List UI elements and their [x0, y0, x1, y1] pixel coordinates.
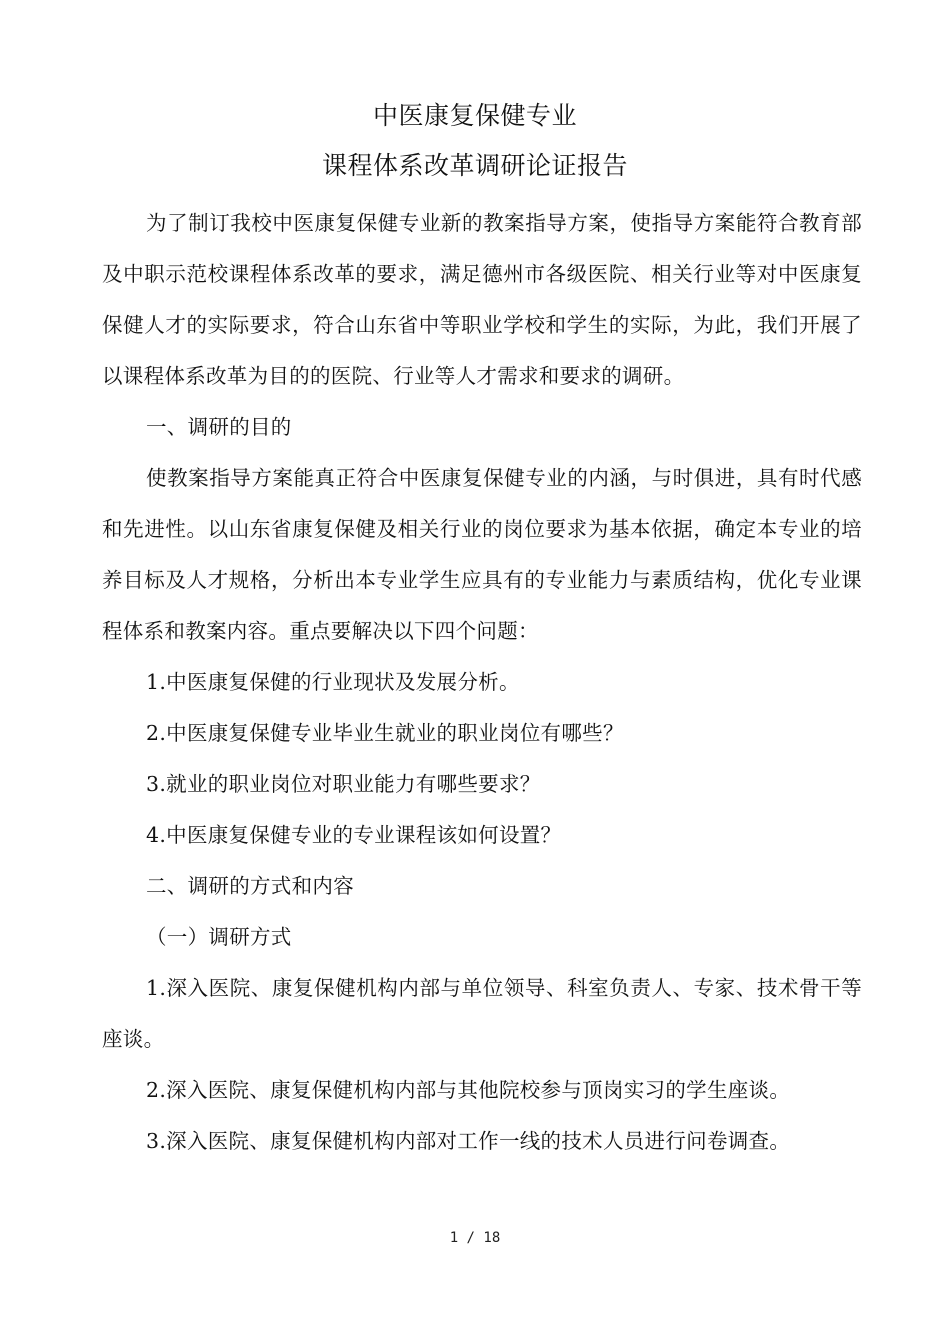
method-item-1: 1.深入医院、康复保健机构内部与单位领导、科室负责人、专家、技术骨干等座谈。 [102, 976, 862, 1051]
method-item-2: 2.深入医院、康复保健机构内部与其他院校参与顶岗实习的学生座谈。 [146, 1078, 791, 1102]
page-indicator: 1 / 18 [449, 1230, 501, 1246]
question-item-3: 3.就业的职业岗位对职业能力有哪些要求？ [146, 772, 541, 796]
purpose-paragraph: 使教案指导方案能真正符合中医康复保健专业的内涵，与时俱进，具有时代感和先进性。以山东省康复保健及相关行业的岗位要求为基本依据，确定本专业的培养目标及人才规格，分析出本专业学生应具有的专业能力与素质结构，优化专业课程体系和教案内容。重点要解决以下四个问题： [102, 466, 862, 643]
section-heading-method: 二、调研的方式和内容 [146, 874, 354, 898]
document-body [102, 198, 862, 1167]
section-heading-purpose: 一、调研的目的 [146, 415, 292, 439]
question-item-1: 1.中医康复保健的行业现状及发展分析。 [146, 670, 520, 694]
question-item-2: 2.中医康复保健专业毕业生就业的职业岗位有哪些？ [146, 721, 624, 745]
document-title-line1: 中医康复保健专业 [372, 101, 577, 130]
document-title-line2: 课程体系改革调研论证报告 [321, 151, 628, 180]
subsection-heading-method: （一）调研方式 [146, 925, 292, 949]
intro-paragraph: 为了制订我校中医康复保健专业新的教案指导方案，使指导方案能符合教育部及中职示范校课程体系改革的要求，满足德州市各级医院、相关行业等对中医康复保健人才的实际要求，符合山东省中等职业学校和学生的实际，为此，我们开展了以课程体系改革为目的的医院、行业等人才需求和要求的调研。 [102, 211, 862, 388]
method-item-3: 3.深入医院、康复保健机构内部对工作一线的技术人员进行问卷调查。 [146, 1129, 791, 1153]
question-item-4: 4.中医康复保健专业的专业课程该如何设置？ [146, 823, 562, 847]
